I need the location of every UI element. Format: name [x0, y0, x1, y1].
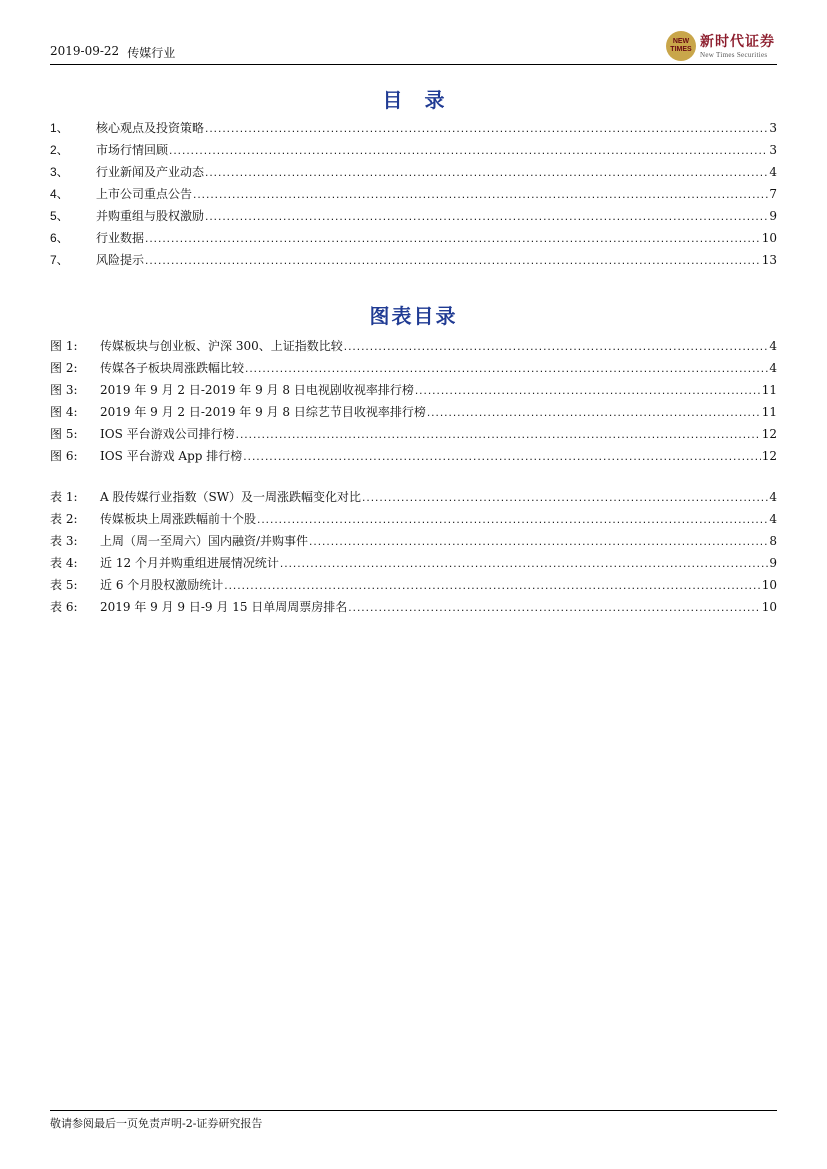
figure-item-page: 12	[761, 449, 777, 463]
toc-item-page: 3	[769, 121, 777, 135]
figures-list	[50, 335, 777, 467]
toc-item[interactable]	[50, 205, 777, 227]
toc-item-title: 行业新闻及产业动态	[96, 165, 205, 179]
table-item[interactable]	[50, 574, 777, 596]
toc-item-page: 13	[761, 253, 777, 267]
table-item-title: 近 12 个月并购重组进展情况统计	[100, 556, 279, 570]
toc-list	[50, 117, 777, 271]
logo-mark-icon	[666, 31, 696, 61]
table-item-page: 10	[761, 578, 777, 592]
logo-mark-text: NEW TIMES	[670, 38, 692, 53]
figure-item-label: 图 2:	[50, 361, 78, 375]
figure-item[interactable]	[50, 335, 777, 357]
tables-list	[50, 486, 777, 618]
table-item-page: 4	[769, 512, 777, 526]
toc-item-title: 并购重组与股权激励	[96, 209, 205, 223]
toc-item-title: 市场行情回顾	[96, 143, 169, 157]
figure-item[interactable]	[50, 423, 777, 445]
table-item[interactable]	[50, 596, 777, 618]
figure-item-page: 4	[769, 339, 777, 353]
figure-item-title: IOS 平台游戏 App 排行榜	[100, 449, 243, 463]
toc-item-label: 1、	[50, 121, 69, 135]
table-item-title: 上周（周一至周六）国内融资/并购事件	[100, 534, 309, 548]
figure-item-title: IOS 平台游戏公司排行榜	[100, 427, 235, 441]
company-logo	[666, 30, 775, 62]
table-item-title: 近 6 个月股权激励统计	[100, 578, 224, 592]
table-item-page: 10	[761, 600, 777, 614]
figure-item-title: 传媒板块与创业板、沪深 300、上证指数比较	[100, 339, 343, 353]
figure-item-label: 图 6:	[50, 449, 78, 463]
toc-item-label: 2、	[50, 143, 69, 157]
figure-item-page: 11	[761, 405, 777, 419]
figure-item[interactable]	[50, 445, 777, 467]
table-item-page: 4	[769, 490, 777, 504]
dot-leader	[205, 161, 768, 183]
page-footer	[50, 1110, 777, 1131]
toc-item[interactable]	[50, 249, 777, 271]
toc-item[interactable]	[50, 227, 777, 249]
toc-item-title: 风险提示	[96, 253, 145, 267]
toc-item-page: 4	[769, 165, 777, 179]
figure-item[interactable]	[50, 379, 777, 401]
toc-item-title: 核心观点及投资策略	[96, 121, 205, 135]
page-header	[50, 30, 777, 65]
toc-item[interactable]	[50, 183, 777, 205]
table-item-label: 表 5:	[50, 578, 78, 592]
table-item[interactable]	[50, 508, 777, 530]
table-item-label: 表 4:	[50, 556, 78, 570]
toc-item-title: 行业数据	[96, 231, 145, 245]
figure-item-title: 2019 年 9 月 2 日-2019 年 9 月 8 日综艺节目收视率排行榜	[100, 405, 426, 419]
report-date: 2019-09-22	[50, 44, 120, 58]
table-item-label: 表 2:	[50, 512, 78, 526]
dot-leader	[236, 423, 761, 445]
toc-item-label: 7、	[50, 253, 69, 267]
dot-leader	[169, 139, 768, 161]
table-item-label: 表 1:	[50, 490, 78, 504]
figure-item-title: 2019 年 9 月 2 日-2019 年 9 月 8 日电视剧收视率排行榜	[100, 383, 414, 397]
table-item-title: A 股传媒行业指数（SW）及一周涨跌幅变化对比	[100, 490, 362, 504]
footer-text: 敬请参阅最后一页免责声明-2-证券研究报告	[50, 1117, 263, 1130]
table-item-page: 8	[769, 534, 777, 548]
logo-name-cn: 新时代证券	[700, 33, 775, 50]
header-info	[50, 44, 175, 61]
toc-item[interactable]	[50, 161, 777, 183]
table-item-label: 表 3:	[50, 534, 78, 548]
dot-leader	[193, 183, 768, 205]
figure-item[interactable]	[50, 401, 777, 423]
table-item-label: 表 6:	[50, 600, 78, 614]
figure-item-label: 图 1:	[50, 339, 78, 353]
table-item[interactable]	[50, 530, 777, 552]
toc-item-label: 6、	[50, 231, 69, 245]
figure-item-page: 4	[769, 361, 777, 375]
table-item-page: 9	[769, 556, 777, 570]
figure-item-label: 图 3:	[50, 383, 78, 397]
dot-leader	[145, 227, 761, 249]
figure-item-label: 图 4:	[50, 405, 78, 419]
dot-leader	[309, 530, 768, 552]
figure-item-page: 11	[761, 383, 777, 397]
dot-leader	[205, 117, 768, 139]
table-item-title: 2019 年 9 月 9 日-9 月 15 日单周周票房排名	[100, 600, 348, 614]
toc-item-label: 5、	[50, 209, 69, 223]
logo-name-en: New Times Securities	[700, 50, 768, 59]
dot-leader	[205, 205, 768, 227]
dot-leader	[245, 357, 768, 379]
dot-leader	[257, 508, 768, 530]
table-item[interactable]	[50, 486, 777, 508]
report-category: 传媒行业	[127, 46, 176, 60]
dot-leader	[427, 401, 761, 423]
dot-leader	[243, 445, 760, 467]
dot-leader	[348, 596, 760, 618]
dot-leader	[280, 552, 768, 574]
dot-leader	[344, 335, 768, 357]
figures-title: 图表目录	[369, 304, 458, 328]
table-item[interactable]	[50, 552, 777, 574]
figure-item-page: 12	[761, 427, 777, 441]
dot-leader	[224, 574, 760, 596]
dot-leader	[415, 379, 761, 401]
toc-item-label: 4、	[50, 187, 69, 201]
toc-item-label: 3、	[50, 165, 69, 179]
toc-item-page: 9	[769, 209, 777, 223]
toc-item-title: 上市公司重点公告	[96, 187, 193, 201]
toc-item-page: 3	[769, 143, 777, 157]
dot-leader	[145, 249, 761, 271]
table-item-title: 传媒板块上周涨跌幅前十个股	[100, 512, 257, 526]
toc-item-page: 10	[761, 231, 777, 245]
figure-item-label: 图 5:	[50, 427, 78, 441]
toc-item-page: 7	[769, 187, 777, 201]
dot-leader	[362, 486, 768, 508]
toc-item[interactable]	[50, 117, 777, 139]
figure-item-title: 传媒各子板块周涨跌幅比较	[100, 361, 245, 375]
toc-title: 目录	[382, 88, 467, 112]
logo-wordmark	[700, 34, 775, 59]
toc-item[interactable]	[50, 139, 777, 161]
figure-item[interactable]	[50, 357, 777, 379]
